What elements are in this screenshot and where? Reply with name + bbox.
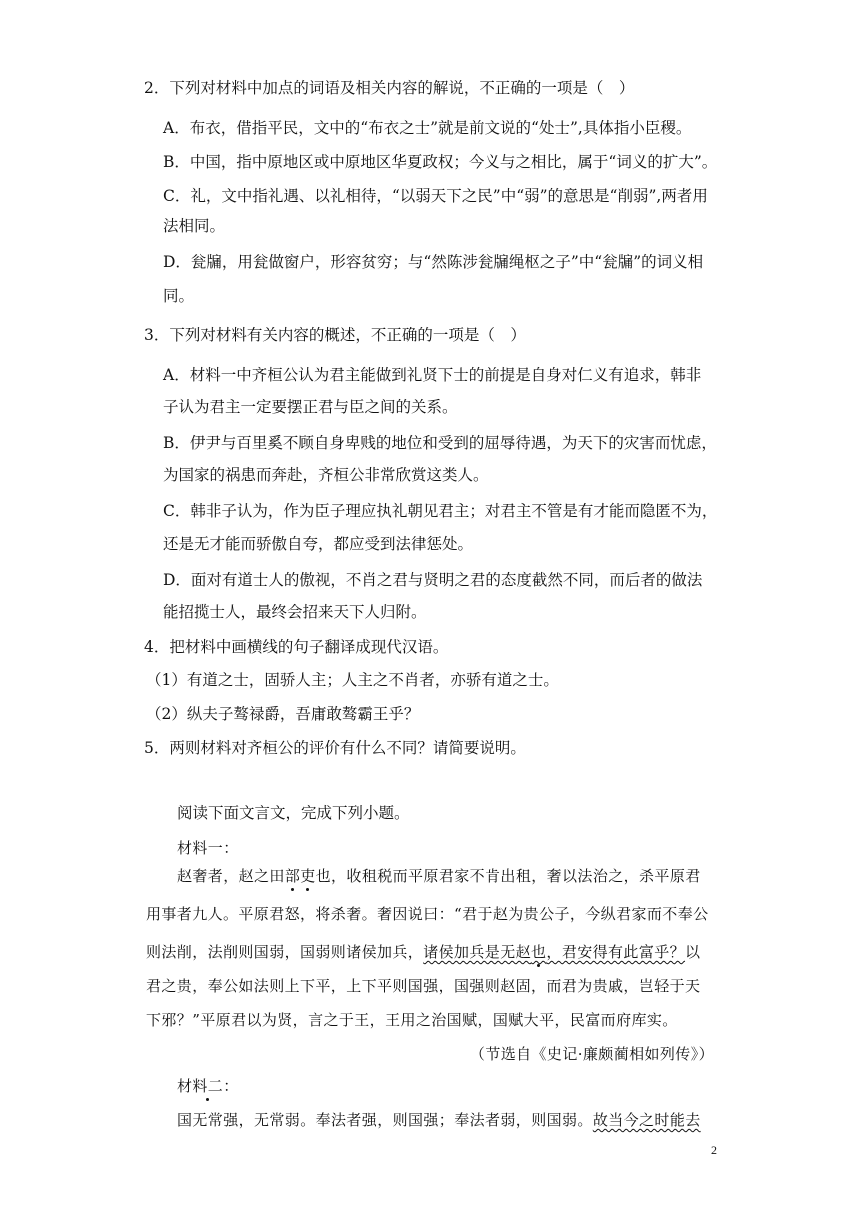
text-span: 也，收租税而平原君家不肯出租，奢以法治之，杀平原君 (315, 867, 701, 885)
underlined-sentence: ，君安得有此富乎？ (546, 943, 686, 961)
q3-option-c-line1: C．韩非子认为，作为臣子理应执礼朝见君主；对君主不管是有才能而隐匿不为， (163, 502, 718, 520)
material-2-label (177, 1076, 239, 1096)
text-span: 国无常强，无常弱。奉法者强，则国强；奉法者弱，则国弱。 (177, 1111, 593, 1129)
material-1-source: （节选自《史记·廉颇蔺相如列传》） (469, 1045, 714, 1063)
text-span: 则法削，法削则国弱，国弱则诸侯加兵， (146, 943, 424, 961)
material-1-line3 (146, 942, 700, 962)
q3-stem: 3．下列对材料有关内容的概述，不正确的一项是（ ） (144, 326, 526, 344)
emphasis-dot-char: 吏 (300, 867, 316, 885)
q3-option-a-line1: A．材料一中齐桓公认为君主能做到礼贤下士的前提是自身对仁义有追求，韩非 (163, 366, 702, 384)
q2-option-c-line1: C．礼，文中指礼遇、以礼相待，“以弱天下之民”中“弱”的意思是“削弱”,两者用 (163, 187, 708, 205)
underlined-sentence: 故当今之时能去 (592, 1111, 701, 1129)
q2-option-d-line2: 同。 (163, 287, 195, 305)
q2-option-b: B．中国，指中原地区或中原地区华夏政权；今义与之相比，属于“词义的扩大”。 (163, 153, 718, 171)
q3-option-b-line2: 为国家的祸患而奔赴，齐桓公非常欣赏这类人。 (163, 466, 489, 484)
material-1-line5: 下邪？”平原君以为贤，言之于王，王用之治国赋，国赋大平，民富而府库实。 (146, 1011, 678, 1029)
material-2-line1 (177, 1110, 701, 1130)
page-number: 2 (711, 1143, 717, 1157)
passage-intro: 阅读下面文言文，完成下列小题。 (177, 804, 410, 822)
q3-option-a-line2: 子认为君主一定要摆正君与臣之间的关系。 (163, 398, 458, 416)
material-2-label-text: 材料二： (177, 1077, 239, 1095)
q2-option-a: A．布衣，借指平民，文中的“布衣之士”就是前文说的“处士”,具体指小臣稷。 (163, 119, 692, 137)
emphasis-dot-char: 部 (284, 867, 301, 885)
q2-stem: 2．下列对材料中加点的词语及相关内容的解说，不正确的一项是（ ） (144, 79, 635, 97)
q3-option-c-line2: 还是无才能而骄傲自夸，都应受到法律惩处。 (163, 535, 474, 553)
q3-option-d-line2: 能招揽士人，最终会招来天下人归附。 (163, 603, 427, 621)
q2-option-d-line1: D．瓮牖，用瓮做窗户，形容贫穷；与“然陈涉瓮牖绳枢之子”中“瓮牖”的词义相 (163, 253, 704, 271)
material-1-line1 (177, 866, 701, 886)
emphasis-dot-char: 也 (531, 943, 547, 961)
material-1-line4: 君之贵，奉公如法则上下平，上下平则国强，国强则赵固，而君为贵戚，岂轻于天 (146, 977, 701, 995)
material-1-label: 材料一： (177, 839, 239, 857)
q4-sentence-2: （2）纵夫子骜禄爵，吾庸敢骜霸王乎？ (146, 705, 420, 723)
text-span: 以 (685, 943, 701, 961)
q5-stem: 5．两则材料对齐桓公的评价有什么不同？请简要说明。 (144, 739, 526, 757)
q3-option-d-line1: D．面对有道士人的傲视，不肖之君与贤明之君的态度截然不同，而后者的做法 (163, 571, 703, 589)
text-span: 赵奢者，赵之田 (177, 867, 285, 885)
underlined-sentence: 诸侯加兵是无赵 (423, 943, 532, 961)
q2-option-c-line2: 法相同。 (163, 217, 226, 235)
q4-sentence-1: （1）有道之士，固骄人主；人主之不肖者，亦骄有道之士。 (146, 671, 559, 689)
q4-stem: 4．把材料中画横线的句子翻译成现代汉语。 (144, 638, 449, 656)
material-1-line2: 用事者九人。平原君怒，将杀奢。奢因说曰：“君于赵为贵公子，今纵君家而不奉公 (146, 905, 709, 923)
q3-option-b-line1: B．伊尹与百里奚不顾自身卑贱的地位和受到的屈辱待遇，为天下的灾害而忧虑， (163, 434, 717, 452)
